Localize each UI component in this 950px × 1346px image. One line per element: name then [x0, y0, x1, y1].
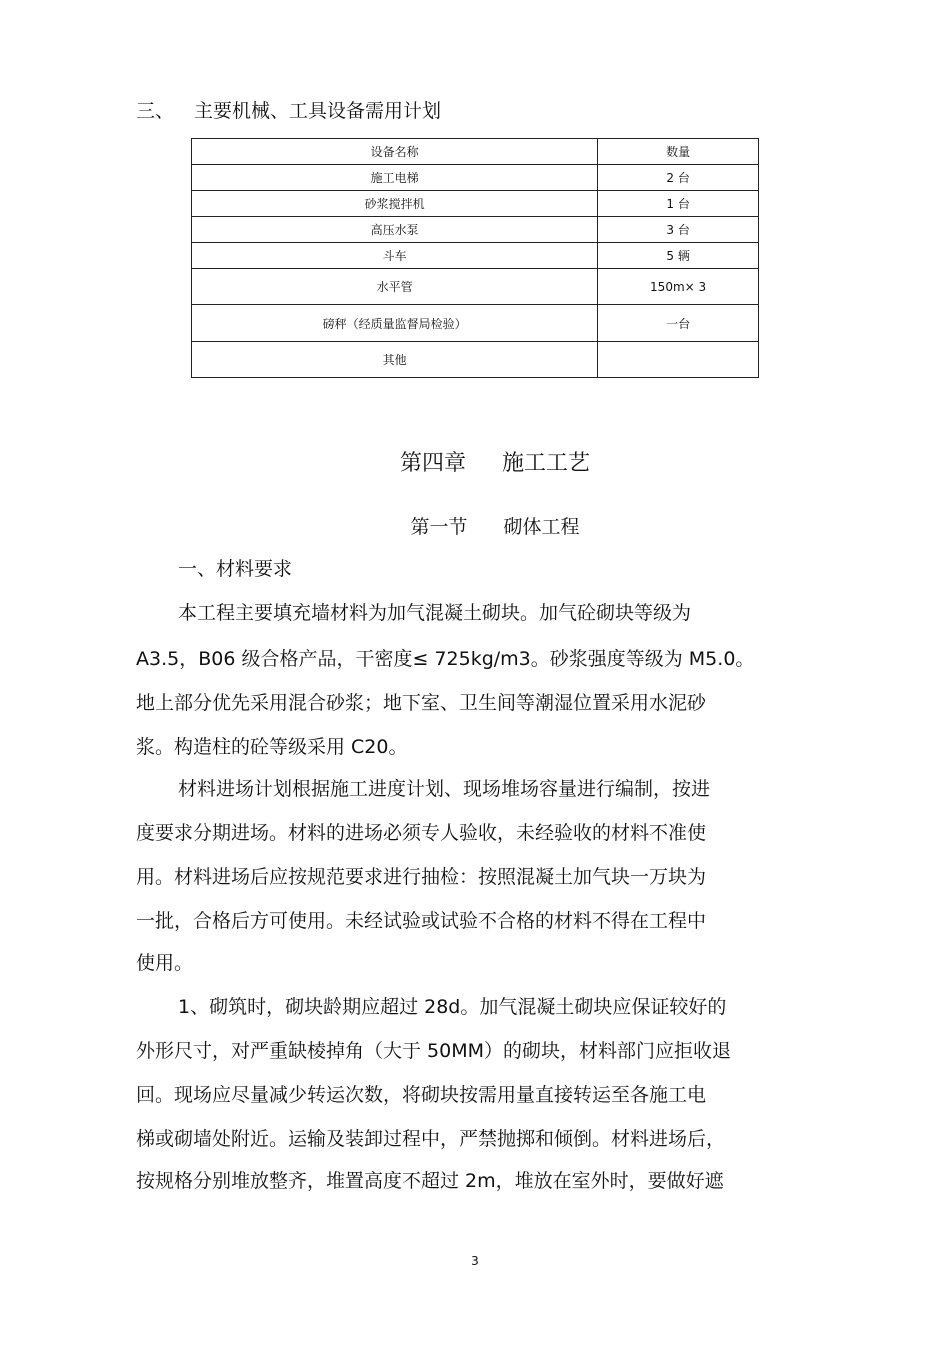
table-row [192, 305, 759, 342]
section-heading-text: 主要机械、工具设备需用计划 [194, 100, 442, 122]
table-row [192, 217, 759, 243]
table-cell: 3 台 [598, 217, 759, 243]
table-row [192, 269, 759, 305]
table-cell: 水平管 [192, 269, 598, 305]
table-cell: 1 台 [598, 191, 759, 217]
body-line: 梯或砌墙处附近。运输及装卸过程中，严禁抛掷和倾倒。材料进场后， [136, 1128, 726, 1150]
body-line: 一批，合格后方可使用。未经试验或试验不合格的材料不得在工程中 [136, 910, 707, 932]
chapter-number: 第四章 [399, 451, 466, 476]
subheading: 一、材料要求 [178, 558, 293, 580]
body-line: 1、砌筑时，砌块龄期应超过 28d。加气混凝土砌块应保证较好的 [178, 996, 727, 1018]
table-cell [598, 342, 759, 378]
chapter-name: 施工工艺 [502, 451, 591, 476]
table-cell: 磅秤（经质量监督局检验） [192, 305, 598, 342]
body-line: 本工程主要填充墙材料为加气混凝土砌块。加气砼砌块等级为 [178, 602, 692, 624]
table-cell: 150m× 3 [598, 269, 759, 305]
body-line: 使用。 [136, 952, 194, 974]
table-cell: 2 台 [598, 165, 759, 191]
table-row [192, 165, 759, 191]
page-number: 3 [471, 1254, 479, 1268]
table-row [192, 191, 759, 217]
table-cell: 一台 [598, 305, 759, 342]
equipment-table [191, 138, 759, 378]
body-line: A3.5，B06 级合格产品，干密度≤ 725kg/m3。砂浆强度等级为 M5.0。 [136, 648, 755, 670]
table-cell: 其他 [192, 342, 598, 378]
table-header-cell: 数量 [598, 139, 759, 165]
body-line: 度要求分期进场。材料的进场必须专人验收，未经验收的材料不准使 [136, 822, 707, 844]
section-name: 砌体工程 [503, 516, 580, 538]
body-line: 按规格分别堆放整齐，堆置高度不超过 2m，堆放在室外时，要做好遮 [136, 1170, 724, 1192]
table-row [192, 243, 759, 269]
table-cell: 5 辆 [598, 243, 759, 269]
table-cell: 高压水泵 [192, 217, 598, 243]
table-row [192, 342, 759, 378]
section-title [0, 512, 950, 539]
section-heading-number: 三、 [136, 100, 175, 122]
table-header-cell: 设备名称 [192, 139, 598, 165]
body-line: 外形尺寸，对严重缺棱掉角（大于 50MM）的砌块，材料部门应拒收退 [136, 1040, 732, 1062]
table-cell: 砂浆搅拌机 [192, 191, 598, 217]
body-line: 地上部分优先采用混合砂浆；地下室、卫生间等潮湿位置采用水泥砂 [136, 692, 707, 714]
section-heading-3 [136, 96, 441, 123]
body-line: 浆。构造柱的砼等级采用 C20。 [136, 736, 408, 758]
table-cell: 斗车 [192, 243, 598, 269]
chapter-title [0, 446, 950, 477]
body-line: 回。现场应尽量减少转运次数，将砌块按需用量直接转运至各施工电 [136, 1084, 707, 1106]
table-cell: 施工电梯 [192, 165, 598, 191]
body-line: 用。材料进场后应按规范要求进行抽检：按照混凝土加气块一万块为 [136, 866, 707, 888]
table-header-row [192, 139, 759, 165]
body-line: 材料进场计划根据施工进度计划、现场堆场容量进行编制，按进 [178, 778, 711, 800]
section-number: 第一节 [410, 516, 468, 538]
